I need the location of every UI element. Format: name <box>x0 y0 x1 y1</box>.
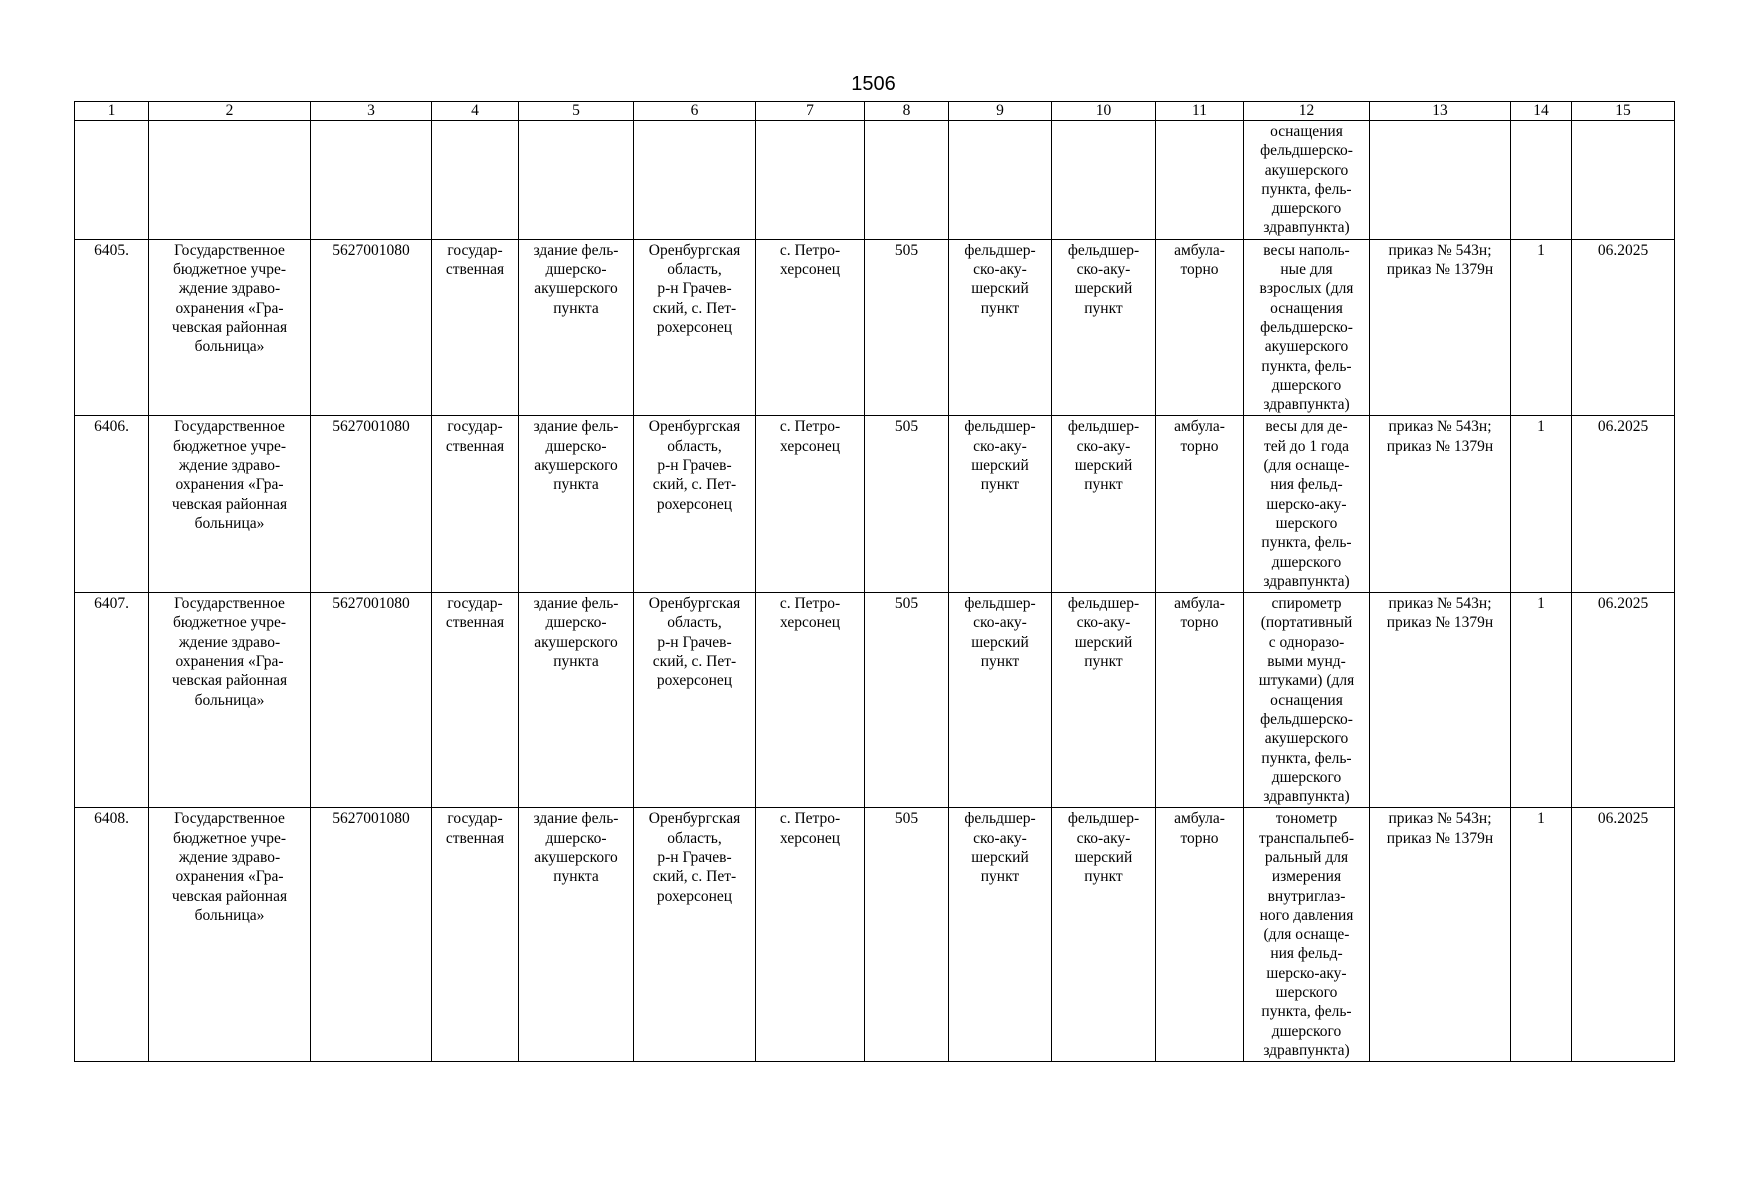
building-cell: здание фель- дшерско- акушерского пункта <box>519 239 634 416</box>
table-cell <box>634 121 756 240</box>
inn-cell: 5627001080 <box>311 808 432 1062</box>
equipment-cell: тонометр транспальпеб- ральный для измерения внутриглаз- ного давления (для оснаще- ния фельд- шерско-аку- шерского пункта, фель- дшерского здравпункта) <box>1244 808 1370 1062</box>
table-cell <box>756 121 865 240</box>
facility-type-cell: фельдшер- ско-аку- шерский пункт <box>949 416 1052 593</box>
care-condition-cell: амбула- торно <box>1156 239 1244 416</box>
column-header: 1 <box>75 102 149 121</box>
column-header: 14 <box>1511 102 1572 121</box>
ownership-cell: государ- ственная <box>432 416 519 593</box>
table-cell <box>432 121 519 240</box>
table-cell <box>75 121 149 240</box>
column-number-row <box>75 102 1675 121</box>
quantity-cell: 1 <box>1511 808 1572 1062</box>
column-header: 2 <box>149 102 311 121</box>
address-cell: Оренбургская область, р-н Грачев- ский, с. Пет- рохерсонец <box>634 239 756 416</box>
settlement-cell: с. Петро- херсонец <box>756 416 865 593</box>
code-cell: 505 <box>865 416 949 593</box>
code-cell: 505 <box>865 593 949 808</box>
column-header: 15 <box>1572 102 1675 121</box>
building-cell: здание фель- дшерско- акушерского пункта <box>519 808 634 1062</box>
row-number: 6407. <box>75 593 149 808</box>
column-header: 4 <box>432 102 519 121</box>
code-cell: 505 <box>865 239 949 416</box>
building-cell: здание фель- дшерско- акушерского пункта <box>519 593 634 808</box>
row-number: 6406. <box>75 416 149 593</box>
equipment-cell: оснащения фельдшерско- акушерского пункта, фель- дшерского здравпункта) <box>1244 121 1370 240</box>
organization-cell: Государственное бюджетное учре- ждение здраво- охранения «Гра- чевская районная больница» <box>149 808 311 1062</box>
column-header: 8 <box>865 102 949 121</box>
table-cell <box>519 121 634 240</box>
table-cell <box>949 121 1052 240</box>
address-cell: Оренбургская область, р-н Грачев- ский, с. Пет- рохерсонец <box>634 416 756 593</box>
care-condition-cell: амбула- торно <box>1156 416 1244 593</box>
table-cell <box>1156 121 1244 240</box>
column-header: 11 <box>1156 102 1244 121</box>
equipment-registry-table <box>74 101 1675 1062</box>
quantity-cell: 1 <box>1511 416 1572 593</box>
table-row <box>75 808 1675 1062</box>
column-header: 3 <box>311 102 432 121</box>
date-cell: 06.2025 <box>1572 416 1675 593</box>
organization-cell: Государственное бюджетное учре- ждение здраво- охранения «Гра- чевская районная больница» <box>149 239 311 416</box>
page-number: 1506 <box>851 73 896 95</box>
table-cell <box>1052 121 1156 240</box>
column-header: 7 <box>756 102 865 121</box>
table-cell <box>1370 121 1511 240</box>
settlement-cell: с. Петро- херсонец <box>756 808 865 1062</box>
orders-cell: приказ № 543н; приказ № 1379н <box>1370 808 1511 1062</box>
table-cell <box>1572 121 1675 240</box>
orders-cell: приказ № 543н; приказ № 1379н <box>1370 416 1511 593</box>
row-number: 6408. <box>75 808 149 1062</box>
subdivision-cell: фельдшер- ско-аку- шерский пункт <box>1052 416 1156 593</box>
care-condition-cell: амбула- торно <box>1156 808 1244 1062</box>
row-number: 6405. <box>75 239 149 416</box>
table-row <box>75 593 1675 808</box>
table-cell <box>1511 121 1572 240</box>
organization-cell: Государственное бюджетное учре- ждение здраво- охранения «Гра- чевская районная больница» <box>149 416 311 593</box>
table-cell <box>149 121 311 240</box>
inn-cell: 5627001080 <box>311 593 432 808</box>
ownership-cell: государ- ственная <box>432 808 519 1062</box>
table-row <box>75 239 1675 416</box>
column-header: 13 <box>1370 102 1511 121</box>
inn-cell: 5627001080 <box>311 416 432 593</box>
column-header: 12 <box>1244 102 1370 121</box>
facility-type-cell: фельдшер- ско-аку- шерский пункт <box>949 239 1052 416</box>
facility-type-cell: фельдшер- ско-аку- шерский пункт <box>949 808 1052 1062</box>
equipment-cell: спирометр (портативный с одноразо- выми мунд- штуками) (для оснащения фельдшерско- акушерского пункта, фель- дшерского здравпункта) <box>1244 593 1370 808</box>
inn-cell: 5627001080 <box>311 239 432 416</box>
settlement-cell: с. Петро- херсонец <box>756 593 865 808</box>
date-cell: 06.2025 <box>1572 239 1675 416</box>
subdivision-cell: фельдшер- ско-аку- шерский пункт <box>1052 808 1156 1062</box>
equipment-cell: весы наполь- ные для взрослых (для оснащения фельдшерско- акушерского пункта, фель- дшерского здравпункта) <box>1244 239 1370 416</box>
date-cell: 06.2025 <box>1572 808 1675 1062</box>
column-header: 10 <box>1052 102 1156 121</box>
care-condition-cell: амбула- торно <box>1156 593 1244 808</box>
quantity-cell: 1 <box>1511 593 1572 808</box>
orders-cell: приказ № 543н; приказ № 1379н <box>1370 239 1511 416</box>
column-header: 9 <box>949 102 1052 121</box>
continuation-row <box>75 121 1675 240</box>
quantity-cell: 1 <box>1511 239 1572 416</box>
column-header: 5 <box>519 102 634 121</box>
equipment-cell: весы для де- тей до 1 года (для оснаще- ния фельд- шерско-аку- шерского пункта, фель- дшерского здравпункта) <box>1244 416 1370 593</box>
subdivision-cell: фельдшер- ско-аку- шерский пункт <box>1052 239 1156 416</box>
address-cell: Оренбургская область, р-н Грачев- ский, с. Пет- рохерсонец <box>634 593 756 808</box>
code-cell: 505 <box>865 808 949 1062</box>
subdivision-cell: фельдшер- ско-аку- шерский пункт <box>1052 593 1156 808</box>
address-cell: Оренбургская область, р-н Грачев- ский, с. Пет- рохерсонец <box>634 808 756 1062</box>
settlement-cell: с. Петро- херсонец <box>756 239 865 416</box>
date-cell: 06.2025 <box>1572 593 1675 808</box>
table-cell <box>865 121 949 240</box>
column-header: 6 <box>634 102 756 121</box>
orders-cell: приказ № 543н; приказ № 1379н <box>1370 593 1511 808</box>
building-cell: здание фель- дшерско- акушерского пункта <box>519 416 634 593</box>
ownership-cell: государ- ственная <box>432 593 519 808</box>
organization-cell: Государственное бюджетное учре- ждение здраво- охранения «Гра- чевская районная больница» <box>149 593 311 808</box>
ownership-cell: государ- ственная <box>432 239 519 416</box>
table-cell <box>311 121 432 240</box>
table-row <box>75 416 1675 593</box>
facility-type-cell: фельдшер- ско-аку- шерский пункт <box>949 593 1052 808</box>
